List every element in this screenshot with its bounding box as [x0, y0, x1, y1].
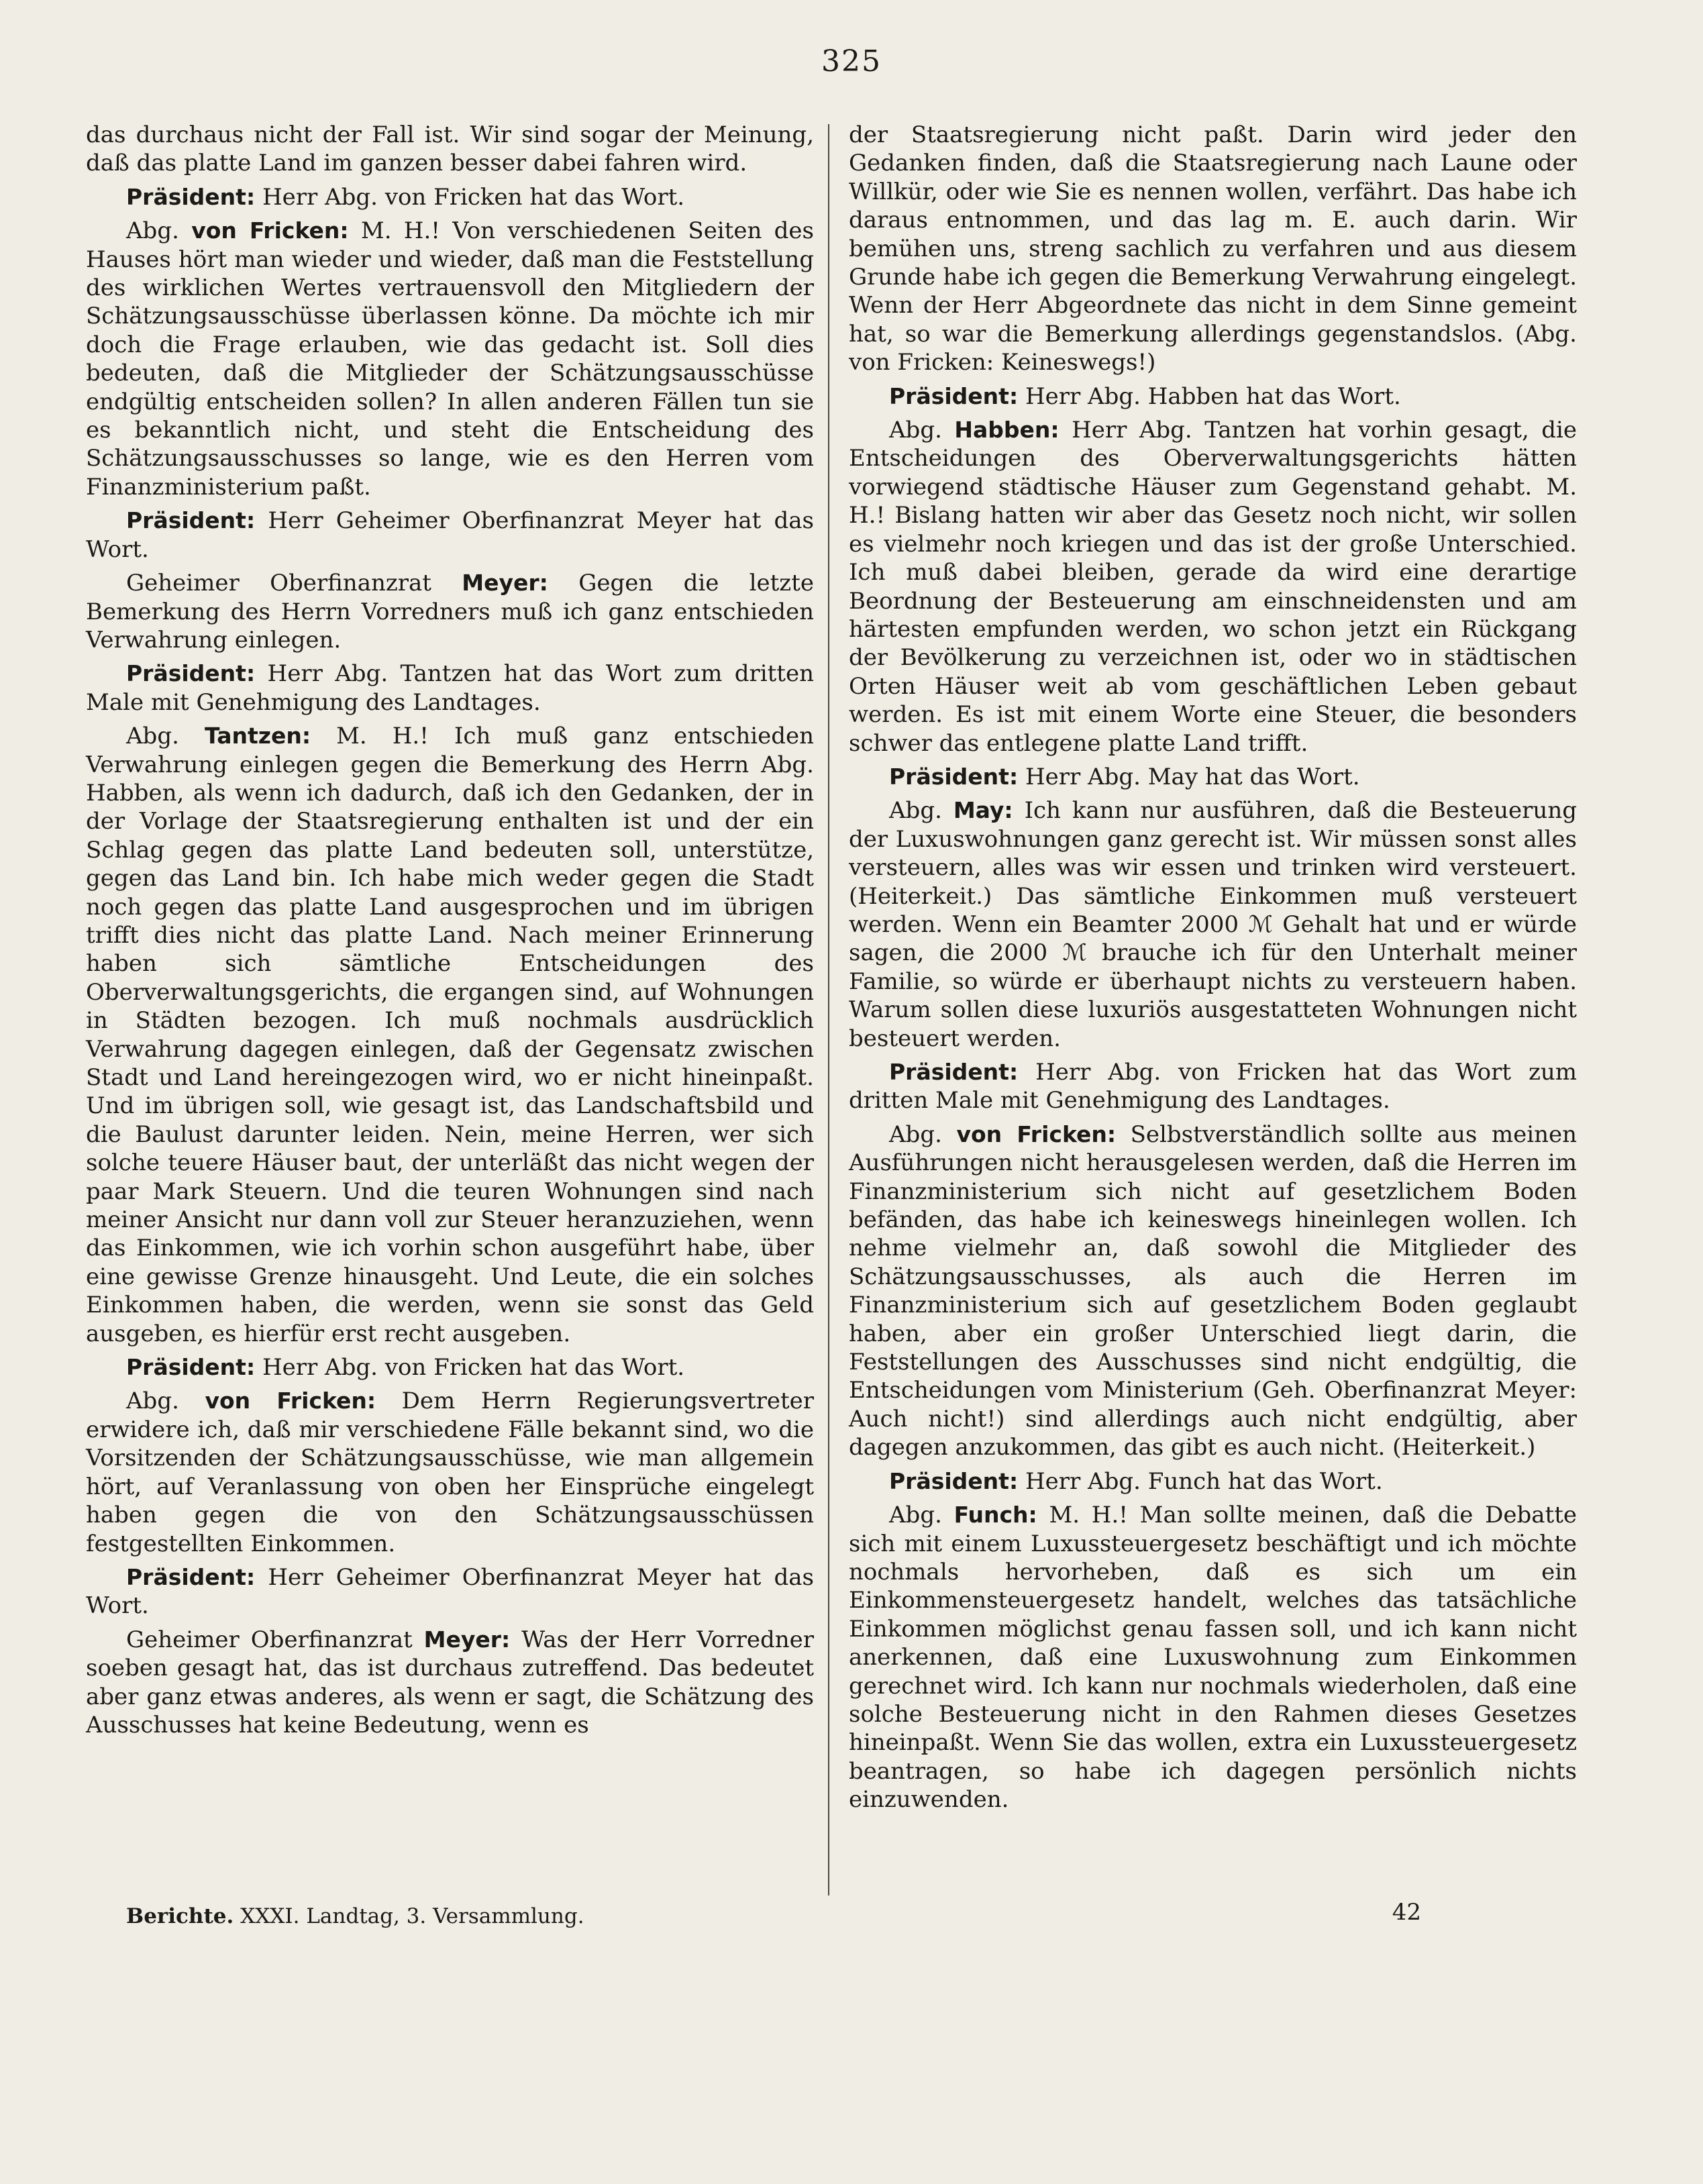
- president-remark: [86, 507, 814, 564]
- president-remark: [849, 1467, 1577, 1496]
- paragraph-text: Ich kann nur ausführen, daß die Besteuerung der Luxuswohnungen ganz gerecht ist. Wir müssen sonst alles versteuern, alles was wir essen und trinken wird versteuert. (Heiterkeit.) Das sämtliche Einkommen muß versteuert werden. Wenn ein Beamter 2000 ℳ Gehalt hat und er würde sagen, die 2000 ℳ brauche ich für den Unterhalt meiner Familie, so würde er überhaupt nichts zu versteuern haben. Warum sollen diese luxuriös ausgestatteten Wohnungen nicht besteuert werden.: [849, 797, 1577, 1052]
- speaker-name: Präsident:: [889, 1059, 1019, 1085]
- speaker-prefix: Abg.: [889, 1502, 954, 1529]
- paragraph-text: Herr Abg. Tantzen hat vorhin gesagt, die Entscheidungen des Oberverwaltungsgerichts hätten vorwiegend städtische Häuser zum Gegenstand gehabt. M. H.! Bislang hatten wir aber das Gesetz noch nicht, wir sollen es vielmehr noch kriegen und das ist der große Unterschied. Ich muß dabei bleiben, gerade da wird eine derartige Beordnung der Besteuerung am einschneidensten und am härtesten empfunden werden, wo schon jetzt ein Rückgang der Bevölkerung zu verzeichnen ist, oder wo in städtischen Orten Häuser weit ab vom geschäftlichen Leben gebaut werden. Es ist mit einem Worte eine Steuer, die besonders schwer das entlegene platte Land trifft.: [849, 417, 1578, 757]
- speaker-name: Präsident:: [126, 183, 256, 210]
- paragraph-text: Herr Abg. Funch hat das Wort.: [1018, 1467, 1383, 1495]
- president-remark: [86, 1353, 814, 1382]
- footer: [126, 1904, 584, 1928]
- president-remark: [849, 1058, 1577, 1115]
- left-column: [86, 121, 814, 1745]
- speech-paragraph: [849, 1501, 1577, 1814]
- paragraph-text: Herr Geheimer Oberfinanzrat Meyer hat das Wort.: [86, 507, 814, 563]
- footer-label: Berichte.: [126, 1904, 234, 1928]
- paragraph-text: das durchaus nicht der Fall ist. Wir sind sogar der Meinung, daß das platte Land im ganzen besser dabei fahren wird.: [86, 121, 814, 177]
- speech-paragraph: [86, 1626, 814, 1740]
- speaker-name: Präsident:: [889, 1467, 1019, 1494]
- speech-paragraph: [86, 722, 814, 1348]
- president-remark: [86, 660, 814, 717]
- speaker-name: Meyer:: [462, 570, 548, 596]
- speaker-name: Tantzen:: [204, 723, 311, 749]
- speaker-name: von Fricken:: [956, 1121, 1117, 1147]
- president-remark: [86, 183, 814, 211]
- page-number: 325: [821, 44, 882, 79]
- paragraph-text: Gegen die letzte Bemerkung des Herrn Vorredners muß ich ganz entschieden Verwahrung einlegen.: [86, 570, 814, 654]
- speaker-prefix: Abg.: [889, 417, 955, 444]
- speaker-name: Funch:: [953, 1502, 1037, 1528]
- paragraph-text: Dem Herrn Regierungsvertreter erwidere ich, daß mir verschiedene Fälle bekannt sind, wo die Vorsitzenden der Schätzungsausschüsse, wie man allgemein hört, auf Veranlassung von oben her Einsprüche eingelegt haben gegen die von den Schätzungsausschüssen festgestellten Einkommen.: [86, 1388, 815, 1557]
- speech-paragraph: [86, 569, 814, 654]
- speaker-name: Habben:: [954, 417, 1060, 444]
- paragraph-text: Selbstverständlich sollte aus meinen Ausführungen nicht herausgelesen werden, daß die Herren im Finanzministerium sich nicht auf gesetzlichem Boden befänden, das habe ich keineswegs hineinlegen wollen. Ich nehme vielmehr an, daß sowohl die Mitglieder des Schätzungsausschusses, als auch die Herren im Finanzministerium sich auf gesetzlichem Boden geglaubt haben, aber ein großer Unterschied liegt darin, die Feststellungen des Ausschusses sind nicht endgültig, die Entscheidungen vom Ministerium (Geh. Oberfinanzrat Meyer: Auch nicht!) sind allerdings auch nicht endgültig, aber dagegen anzukommen, das gibt es auch nicht. (Heiterkeit.): [849, 1121, 1577, 1461]
- speaker-name: Präsident:: [126, 507, 256, 534]
- president-remark: [86, 1563, 814, 1620]
- speaker-prefix: Abg.: [889, 1121, 957, 1148]
- speech-paragraph: [849, 1121, 1577, 1462]
- paragraph-text: Herr Abg. von Fricken hat das Wort zum dritten Male mit Genehmigung des Landtages.: [849, 1059, 1577, 1114]
- sheet-number: 42: [1392, 1899, 1421, 1926]
- speaker-prefix: Geheimer Oberfinanzrat: [126, 1626, 424, 1653]
- president-remark: [849, 763, 1577, 791]
- speaker-name: von Fricken:: [205, 1388, 376, 1414]
- speaker-name: von Fricken:: [191, 217, 349, 244]
- speaker-name: Meyer:: [423, 1626, 511, 1653]
- speaker-prefix: Geheimer Oberfinanzrat: [126, 570, 462, 597]
- paragraph-text: Herr Abg. von Fricken hat das Wort.: [255, 183, 685, 211]
- speaker-prefix: Abg.: [126, 723, 205, 750]
- speech-paragraph: [849, 416, 1577, 758]
- speaker-prefix: Abg.: [126, 217, 192, 245]
- speaker-name: Präsident:: [889, 763, 1019, 790]
- paragraph-text: Herr Abg. Habben hat das Wort.: [1018, 382, 1401, 410]
- footer-text: XXXI. Landtag, 3. Versammlung.: [234, 1904, 584, 1928]
- speaker-prefix: Abg.: [126, 1388, 205, 1415]
- paragraph-text: Herr Abg. May hat das Wort.: [1018, 763, 1360, 790]
- paragraph-text: der Staatsregierung nicht paßt. Darin wird jeder den Gedanken finden, daß die Staatsregierung nach Laune oder Willkür, oder wie Sie es nennen wollen, verfährt. Das habe ich daraus entnommen, und das lag m. E. auch darin. Wir bemühen uns, streng sachlich zu verfahren und aus diesem Grunde habe ich gegen die Bemerkung Verwahrung eingelegt. Wenn der Herr Abgeordnete das nicht in dem Sinne gemeint hat, so war die Bemerkung allerdings gegenstandslos. (Abg. von Fricken: Keineswegs!): [849, 121, 1577, 376]
- speech-paragraph: [849, 796, 1577, 1053]
- paragraph-text: M. H.! Von verschiedenen Seiten des Hauses hört man wieder und wieder, daß man die Feststellung des wirklichen Wertes vertrauensvoll den Mitgliedern der Schätzungsausschüsse überlassen könne. Da möchte ich mir doch die Frage erlauben, wie das gedacht ist. Soll dies bedeuten, daß die Mitglieder der Schätzungsausschüsse endgültig entscheiden sollen? In allen anderen Fällen tun sie es bekanntlich nicht, und steht die Entscheidung des Schätzungsausschusses so lange, wie es den Herren vom Finanzministerium paßt.: [86, 217, 814, 501]
- speaker-name: May:: [953, 797, 1013, 824]
- speech-paragraph: [86, 1387, 814, 1557]
- speaker-name: Präsident:: [126, 1563, 256, 1590]
- speaker-prefix: Abg.: [889, 797, 953, 825]
- paragraph-text: M. H.! Man sollte meinen, daß die Debatte sich mit einem Luxussteuergesetz beschäftigt und ich möchte nochmals hervorheben, daß es sich um ein Einkommensteuergesetz handelt, welches das tatsächliche Einkommen möglichst genau fassen soll, und ich kann nicht anerkennen, daß eine Luxuswohnung zum Einkommen gerechnet wird. Ich kann nur nochmals wiederholen, daß eine solche Besteuerung nicht in den Rahmen dieses Gesetzes hineinpaßt. Wenn Sie das wollen, extra ein Luxussteuergesetz beantragen, so habe ich dagegen persönlich nichts einzuwenden.: [849, 1502, 1577, 1814]
- president-remark: [849, 382, 1577, 411]
- paragraph-text: Was der Herr Vorredner soeben gesagt hat, das ist durchaus zutreffend. Das bedeutet aber ganz etwas anderes, als wenn er sagt, die Schätzung des Ausschusses hat keine Bedeutung, wenn es: [86, 1626, 814, 1738]
- continued-paragraph: [86, 121, 814, 178]
- paragraph-text: Herr Abg. von Fricken hat das Wort.: [255, 1354, 685, 1382]
- continued-paragraph: [849, 121, 1577, 377]
- speaker-name: Präsident:: [126, 1354, 256, 1381]
- speaker-name: Präsident:: [889, 382, 1019, 409]
- speaker-name: Präsident:: [126, 660, 256, 687]
- paragraph-text: M. H.! Ich muß ganz entschieden Verwahrung einlegen gegen die Bemerkung des Herrn Abg. Habben, als wenn ich dadurch, daß ich den Gedanken, der in der Vorlage der Staatsregierung enthalten ist und der ein Schlag gegen das platte Land bedeuten soll, unterstütze, gegen das Land bin. Ich habe mich weder gegen die Stadt noch gegen das platte Land ausgesprochen und im übrigen trifft dies nicht das platte Land. Nach meiner Erinnerung haben sich sämtliche Entscheidungen des Oberverwaltungsgerichts, die ergangen sind, auf Wohnungen in Städten bezogen. Ich muß nochmals ausdrücklich Verwahrung dagegen einlegen, daß der Gegensatz zwischen Stadt und Land hereingezogen wird, wo er nicht hineinpaßt. Und im übrigen soll, wie gesagt ist, das Landschaftsbild und die Baulust darunter leiden. Nein, meine Herren, wer sich solche teuere Häuser baut, der unterläßt das nicht wegen der paar Mark Steuern. Und die teuren Wohnungen sind nach meiner Ansicht nur dann voll zur Steuer heranzuziehen, wenn das Einkommen, wie ich vorhin schon ausgeführt habe, über eine gewisse Grenze hinausgeht. Und Leute, die ein solches Einkommen haben, die werden, wenn sie sonst das Geld ausgeben, es hierfür erst recht ausgeben.: [86, 723, 815, 1347]
- paragraph-text: Herr Abg. Tantzen hat das Wort zum dritten Male mit Genehmigung des Landtages.: [86, 660, 814, 716]
- right-column: [849, 121, 1577, 1820]
- speech-paragraph: [86, 217, 814, 501]
- column-divider: [828, 124, 829, 1895]
- paragraph-text: Herr Geheimer Oberfinanzrat Meyer hat das Wort.: [86, 1563, 814, 1620]
